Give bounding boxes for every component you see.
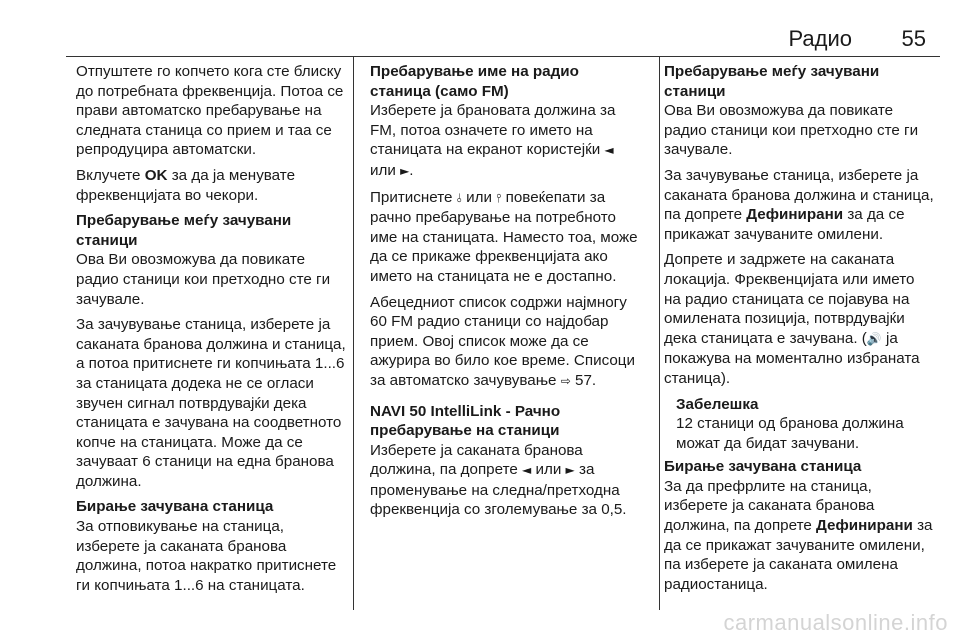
seek-down-icon: ⫰ bbox=[456, 190, 462, 205]
paragraph: Ова Ви овозможува да повикате радио станици кои претходно сте ги зачувале. bbox=[664, 102, 919, 159]
note-title: Забелешка bbox=[676, 395, 759, 413]
column-divider-1 bbox=[353, 57, 354, 610]
page-number: 55 bbox=[901, 26, 926, 51]
ok-label: OK bbox=[144, 166, 168, 184]
paragraph: Допрете и задржете на саканата локација. Фреквенцијата или името на радио станицата се појавува на омилената позиција, потврдувајќи дека станицата е зачувана. (🔊 ја покажува на моментално избраната станица). bbox=[664, 251, 920, 387]
section-heading: NAVI 50 IntelliLink - Рачно пребарување на станици bbox=[370, 402, 561, 440]
paragraph: Абецедниот список содржи најмногу 60 FM радио станици со најдобар прием. Овој список може да се ажурира во било кое време. Списоци за автоматско зачувување ⇨ 57. bbox=[370, 293, 635, 389]
section-heading: Пребарување меѓу зачувани станици bbox=[76, 212, 292, 249]
section-heading: Пребарување име на радио станица (само FM) bbox=[370, 63, 579, 100]
seek-up-icon: ⫯ bbox=[496, 190, 502, 205]
column-1 bbox=[76, 62, 346, 601]
defined-label: Дефинирани bbox=[746, 206, 844, 224]
watermark: carmanualsonline.info bbox=[723, 610, 948, 635]
paragraph: За зачувување станица, изберете ја саканата бранова должина и станица, па допрете Дефинирани за да се прикажат зачуваните омилени. bbox=[664, 166, 934, 243]
left-arrow-icon: ◄ bbox=[522, 463, 532, 478]
paragraph: Вклучете OK за да ја менувате фреквенцијата во чекори. bbox=[76, 166, 296, 204]
page-title: Радио bbox=[788, 26, 852, 51]
section-heading: Пребарување меѓу зачувани станици bbox=[664, 63, 880, 100]
column-divider-2 bbox=[659, 57, 660, 610]
column-2 bbox=[370, 62, 640, 526]
paragraph: Отпуштете го копчето кога сте блиску до потребната фреквенција. Потоа се прави автоматско пребарување на следната станица со прием и таа се репродуцира автоматски. bbox=[76, 63, 344, 159]
note-box bbox=[664, 395, 934, 454]
paragraph: Изберете ја брановата должина за FM, потоа означете го името на станицата на екранот користејќи ◄ или ►. bbox=[370, 102, 616, 179]
defined-label: Дефинирани bbox=[816, 517, 913, 535]
paragraph: Ова Ви овозможува да повикате радио станици кои претходно сте ги зачувале. bbox=[76, 251, 331, 308]
page-ref-link[interactable]: 57. bbox=[575, 371, 597, 389]
column-3 bbox=[664, 62, 934, 600]
page-ref-icon: ⇨ bbox=[560, 373, 571, 388]
section-heading: Бирање зачувана станица bbox=[76, 498, 274, 516]
paragraph: За зачувување станица, изберете ја саканата бранова должина и станица, а потоа притиснете ги копчињата 1...6 за станицата додека не се огласи звучен сигнал потврдувајќи дека станицата е зачувана на соодветното копче на станицата. Може да се зачуваат 6 станици на една бранова должина. bbox=[76, 316, 346, 490]
right-arrow-icon: ► bbox=[565, 463, 575, 478]
paragraph: За отповикување на станица, изберете ја саканата бранова должина, потоа накратко притиснете ги копчињата 1...6 на станицата. bbox=[76, 518, 337, 594]
speaker-icon: 🔊 bbox=[866, 331, 882, 346]
header-rule bbox=[66, 56, 940, 57]
note-text: 12 станици од бранова должина можат да бидат зачувани. bbox=[676, 415, 904, 452]
left-arrow-icon: ◄ bbox=[604, 143, 614, 158]
paragraph: Изберете ја саканата бранова должина, па допрете ◄ или ► за променување на следна/претходна фреквенција со зголемување за 0,5. bbox=[370, 441, 627, 519]
paragraph: За да префрлите на станица, изберете ја саканата бранова должина, па допрете Дефинирани за да се прикажат зачуваните омилени, па изберете ја саканата омилена радиостаница. bbox=[664, 477, 933, 593]
paragraph: Притиснете ⫰ или ⫯ повеќепати за рачно пребарување на потребното име на станицата. Наместо тоа, може да се прикаже фреквенцијата ако името на станицата не е достапно. bbox=[370, 188, 638, 285]
page-header bbox=[0, 26, 960, 56]
section-heading: Бирање зачувана станица bbox=[664, 458, 862, 476]
right-arrow-icon: ► bbox=[400, 163, 410, 178]
